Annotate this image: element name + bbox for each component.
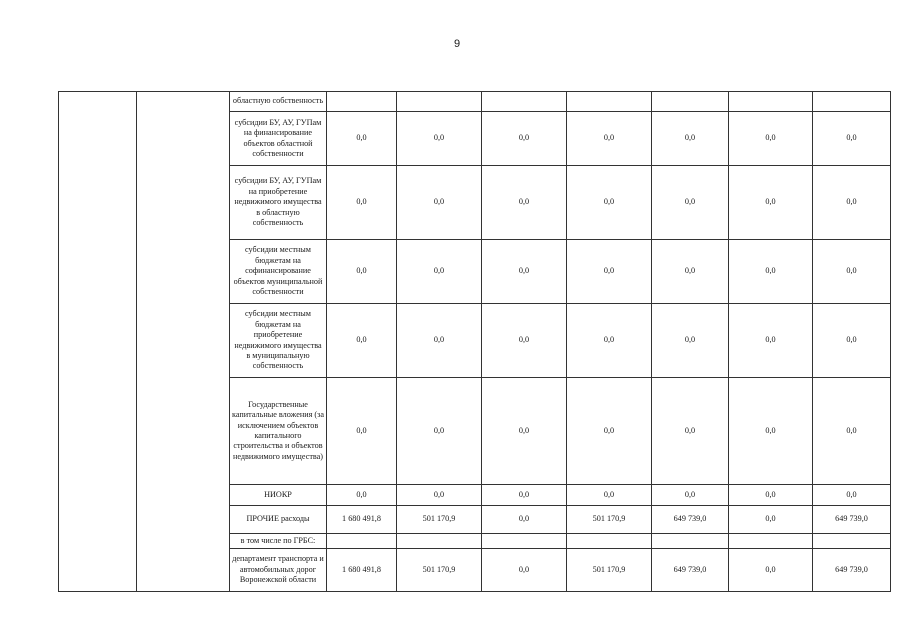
value-cell: 0,0 [652,304,729,378]
value-cell [813,534,891,549]
value-cell [567,534,652,549]
value-cell: 0,0 [482,166,567,240]
value-cell: 649 739,0 [652,506,729,534]
value-cell: 0,0 [652,240,729,304]
value-cell: 0,0 [729,304,813,378]
value-cell: 0,0 [482,485,567,506]
value-cell: 0,0 [397,378,482,485]
value-cell: 0,0 [482,304,567,378]
value-cell: 0,0 [327,304,397,378]
value-cell [729,92,813,112]
value-cell [652,534,729,549]
row-label: субсидии местным бюджетам на софинансирование объектов муниципальной собственности [230,240,327,304]
value-cell: 0,0 [729,549,813,592]
value-cell: 0,0 [482,112,567,166]
value-cell: 0,0 [567,240,652,304]
value-cell: 0,0 [327,240,397,304]
value-cell: 0,0 [652,485,729,506]
row-label: субсидии местным бюджетам на приобретение недвижимого имущества в муниципальную собственность [230,304,327,378]
value-cell [397,534,482,549]
table-row [59,92,891,112]
value-cell: 1 680 491,8 [327,506,397,534]
value-cell: 0,0 [397,485,482,506]
value-cell [397,92,482,112]
value-cell: 0,0 [813,240,891,304]
value-cell: 0,0 [567,485,652,506]
value-cell: 0,0 [729,506,813,534]
value-cell: 0,0 [397,304,482,378]
budget-table [58,91,891,592]
row-label: Государственные капитальные вложения (за исключением объектов капитального строительства и объектов недвижимого имущества) [230,378,327,485]
value-cell [729,534,813,549]
value-cell: 0,0 [813,304,891,378]
value-cell [652,92,729,112]
merged-cell-col1 [59,92,137,592]
value-cell [327,92,397,112]
value-cell: 501 170,9 [567,506,652,534]
value-cell: 0,0 [813,485,891,506]
value-cell: 501 170,9 [397,549,482,592]
value-cell: 0,0 [729,112,813,166]
row-label: департамент транспорта и автомобильных дорог Воронежской области [230,549,327,592]
page-number: 9 [454,38,461,50]
value-cell [482,92,567,112]
value-cell [567,92,652,112]
value-cell: 0,0 [729,485,813,506]
value-cell: 0,0 [397,240,482,304]
value-cell: 0,0 [652,378,729,485]
value-cell: 649 739,0 [813,506,891,534]
value-cell: 501 170,9 [397,506,482,534]
value-cell: 0,0 [397,112,482,166]
value-cell: 649 739,0 [652,549,729,592]
value-cell: 0,0 [567,166,652,240]
value-cell: 0,0 [729,378,813,485]
value-cell: 0,0 [482,549,567,592]
value-cell: 0,0 [813,166,891,240]
value-cell: 0,0 [652,166,729,240]
row-label: субсидии БУ, АУ, ГУПам на приобретение недвижимого имущества в областную собственность [230,166,327,240]
value-cell: 0,0 [482,378,567,485]
value-cell: 0,0 [813,378,891,485]
merged-cell-col2 [137,92,230,592]
value-cell: 0,0 [327,485,397,506]
row-label: в том числе по ГРБС: [230,534,327,549]
value-cell: 501 170,9 [567,549,652,592]
value-cell: 0,0 [729,240,813,304]
row-label: субсидии БУ, АУ, ГУПам на финансирование объектов областной собственности [230,112,327,166]
value-cell: 0,0 [327,378,397,485]
value-cell: 0,0 [729,166,813,240]
value-cell: 0,0 [652,112,729,166]
value-cell: 0,0 [327,166,397,240]
row-label: ПРОЧИЕ расходы [230,506,327,534]
row-label: НИОКР [230,485,327,506]
value-cell: 0,0 [482,506,567,534]
value-cell [327,534,397,549]
value-cell: 649 739,0 [813,549,891,592]
value-cell: 0,0 [567,378,652,485]
value-cell [813,92,891,112]
value-cell: 0,0 [482,240,567,304]
value-cell: 0,0 [567,112,652,166]
row-label: областную собственность [230,92,327,112]
value-cell: 0,0 [327,112,397,166]
value-cell: 0,0 [567,304,652,378]
value-cell: 1 680 491,8 [327,549,397,592]
value-cell: 0,0 [397,166,482,240]
value-cell [482,534,567,549]
value-cell: 0,0 [813,112,891,166]
